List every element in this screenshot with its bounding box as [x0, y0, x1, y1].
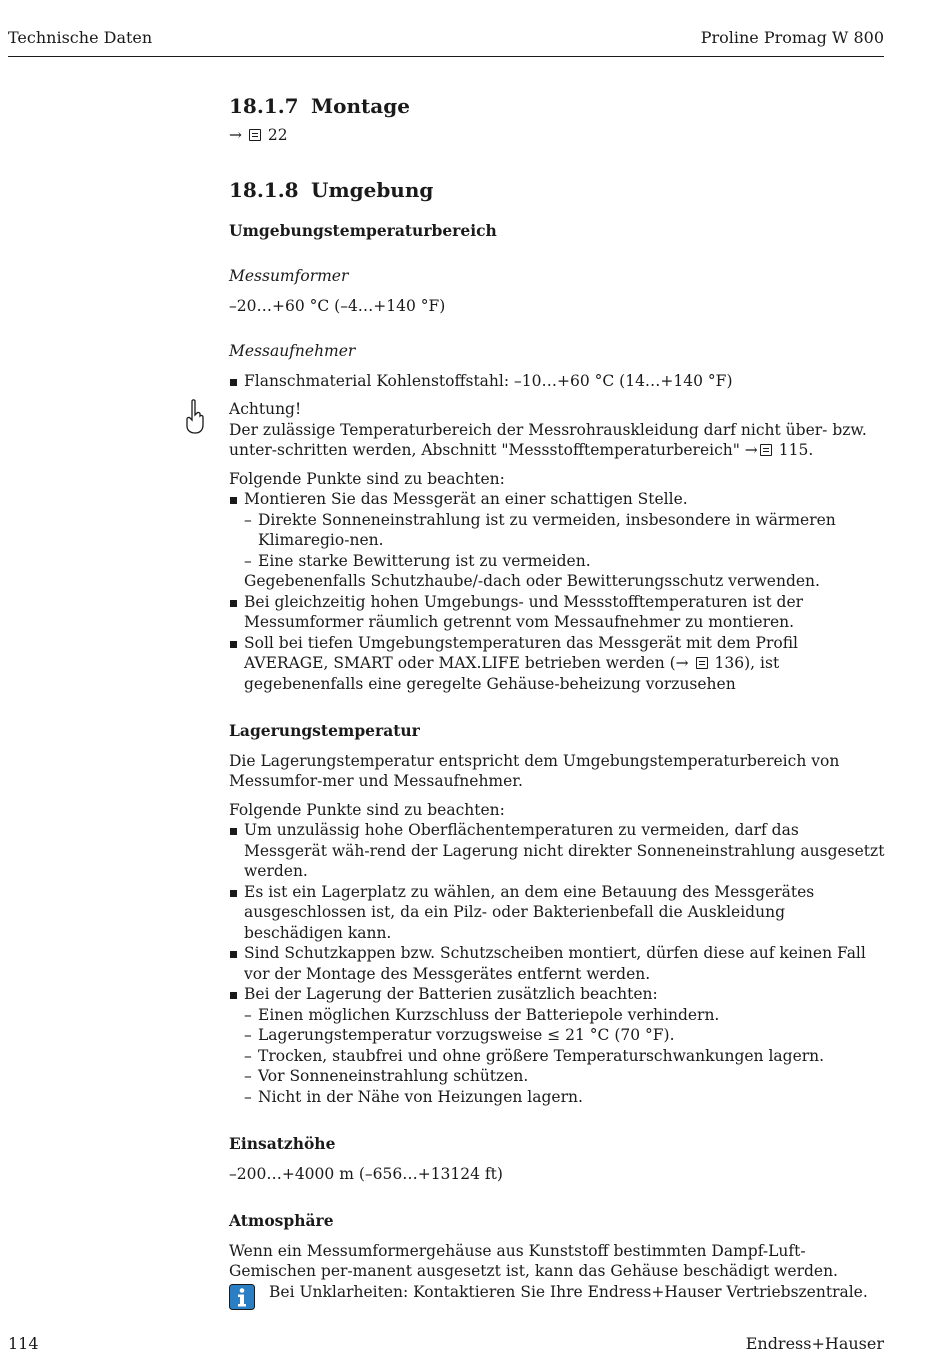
sub-list-item: – Nicht in der Nähe von Heizungen lagern.	[244, 1087, 885, 1108]
section-title-text: Umgebung	[311, 177, 434, 202]
page-number: 114	[8, 1334, 39, 1353]
atmosphere-heading: Atmosphäre	[229, 1211, 334, 1230]
list-item	[229, 984, 885, 1107]
pointing-hand-icon	[183, 399, 207, 435]
footer-brand: Endress+Hauser	[745, 1334, 884, 1353]
reference-page[interactable]: 136	[714, 654, 745, 672]
info-note	[229, 1282, 885, 1303]
points-intro: Folgende Punkte sind zu beachten:	[229, 800, 505, 819]
section-number: 18.1.8	[229, 177, 299, 202]
montage-reference	[229, 125, 885, 146]
book-icon	[760, 444, 772, 456]
book-icon	[249, 129, 261, 141]
section-number: 18.1.7	[229, 94, 299, 118]
storage-points-list	[229, 820, 885, 1107]
sensor-list	[229, 371, 885, 392]
info-text: Bei Unklarheiten: Kontaktieren Sie Ihre Endress+Hauser Vertriebszentrale.	[269, 1282, 868, 1301]
warning-title: Achtung!	[229, 400, 302, 418]
list-item: Flanschmaterial Kohlenstoffstahl: –10…+60 °C (14…+140 °F)	[229, 371, 885, 392]
sub-list-item: – Vor Sonneneinstrahlung schützen.	[244, 1066, 885, 1087]
list-item: Um unzulässig hohe Oberflächentemperaturen zu vermeiden, darf das Messgerät wäh-rend der Lagerung nicht direkter Sonneneinstrahlung ausgesetzt werden.	[229, 820, 885, 882]
section-umgebung-title	[229, 177, 885, 203]
storage-temp-heading: Lagerungstemperatur	[229, 721, 420, 740]
warning-body: Der zulässige Temperaturbereich der Messrohrauskleidung darf nicht über- bzw. unter-schritten werden, Abschnitt "Messstofftemperaturbereich" →	[229, 420, 867, 459]
list-item: Es ist ein Lagerplatz zu wählen, an dem eine Betauung des Messgerätes ausgeschlossen ist, da ein Pilz- oder Bakterienbefall die Auskleidung beschädigen kann.	[229, 882, 885, 944]
ambient-points-list	[229, 489, 885, 694]
section-title-text: Montage	[311, 94, 410, 118]
page-header	[8, 28, 884, 57]
sub-list-item: – Lagerungstemperatur vorzugsweise ≤ 21 °C (70 °F).	[244, 1025, 885, 1046]
list-item	[229, 633, 885, 695]
ambient-temp-heading: Umgebungstemperaturbereich	[229, 220, 497, 240]
sub-list-item: – Trocken, staubfrei und ohne größere Temperaturschwankungen lagern.	[244, 1046, 885, 1067]
reference-page[interactable]: 115.	[778, 441, 814, 459]
list-item: Bei gleichzeitig hohen Umgebungs- und Messstofftemperaturen ist der Messumformer räumlich getrennt vom Messaufnehmer zu montieren.	[229, 592, 885, 633]
arrow-icon: →	[229, 126, 242, 144]
section-montage-title	[229, 93, 885, 119]
list-item: Sind Schutzkappen bzw. Schutzscheiben montiert, dürfen diese auf keinen Fall vor der Montage des Messgerätes entfernt werden.	[229, 943, 885, 984]
warning-text	[229, 420, 885, 461]
reference-page[interactable]: 22	[267, 126, 288, 144]
atmosphere-text: Wenn ein Messumformergehäuse aus Kunststoff bestimmten Dampf-Luft-Gemischen per-manent ausgesetzt ist, kann das Gehäuse beschädigt werden.	[229, 1241, 838, 1280]
altitude-value: –200…+4000 m (–656…+13124 ft)	[229, 1164, 503, 1183]
list-item-text: Montieren Sie das Messgerät an einer schattigen Stelle.	[244, 490, 688, 508]
sensor-label: Messaufnehmer	[229, 342, 356, 360]
page-content	[229, 93, 885, 1302]
sub-list-item: – Eine starke Bewitterung ist zu vermeiden.	[244, 551, 885, 572]
list-item	[229, 489, 885, 592]
list-item-text: Soll bei tiefen Umgebungstemperaturen das Messgerät mit dem Profil AVERAGE, SMART oder MAX.LIFE betrieben werden (→	[244, 633, 799, 672]
points-intro: Folgende Punkte sind zu beachten:	[229, 469, 505, 488]
info-icon	[229, 1284, 255, 1310]
book-icon	[696, 657, 708, 669]
sub-list	[244, 510, 885, 572]
storage-intro: Die Lagerungstemperatur entspricht dem Umgebungstemperaturbereich von Messumfor-mer und Messaufnehmer.	[229, 751, 840, 790]
transmitter-label: Messumformer	[229, 267, 349, 285]
sub-list-item: – Direkte Sonneneinstrahlung ist zu vermeiden, insbesondere in wärmeren Klimaregio-nen.	[244, 510, 885, 551]
page-footer	[8, 1334, 884, 1355]
list-item-text: ), ist gegebenenfalls eine geregelte Gehäuse-beheizung vorzusehen	[244, 654, 780, 693]
transmitter-value: –20…+60 °C (–4…+140 °F)	[229, 296, 446, 315]
list-item-extra: Gegebenenfalls Schutzhaube/-dach oder Bewitterungsschutz verwenden.	[244, 572, 820, 590]
battery-sub-list	[244, 1005, 885, 1108]
header-section: Technische Daten	[8, 28, 153, 47]
sub-list-item: – Einen möglichen Kurzschluss der Batteriepole verhindern.	[244, 1005, 885, 1026]
list-item-text: Bei der Lagerung der Batterien zusätzlich beachten:	[244, 985, 658, 1003]
altitude-heading: Einsatzhöhe	[229, 1134, 336, 1153]
header-product: Proline Promag W 800	[700, 28, 884, 47]
warning-note	[229, 399, 885, 461]
